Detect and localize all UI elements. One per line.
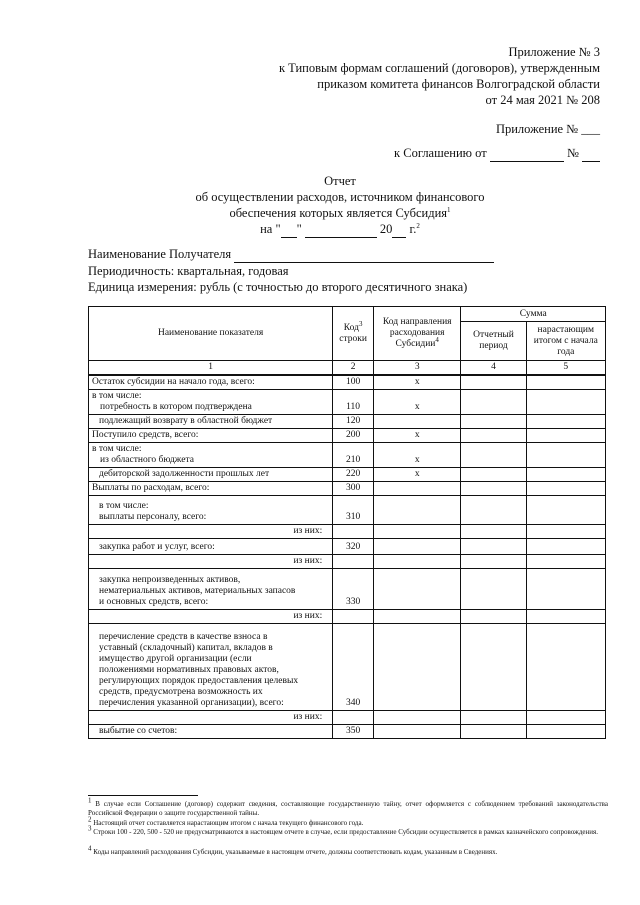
table-row: из них: (89, 525, 606, 539)
table-row: Остаток субсидии на начало года, всего: 100 x (89, 375, 606, 390)
value-cell[interactable] (526, 482, 605, 496)
value-cell[interactable] (461, 725, 526, 739)
value-cell[interactable] (526, 624, 605, 711)
value-cell[interactable] (526, 375, 605, 390)
value-cell[interactable] (461, 468, 526, 482)
table-row: из них: (89, 555, 606, 569)
header-block (240, 44, 600, 108)
report-year-field[interactable] (392, 221, 406, 238)
header-line: к Типовым формам соглашений (договоров), утвержденным (278, 61, 600, 75)
footnote-ref: 1 (447, 205, 451, 214)
value-cell[interactable] (526, 468, 605, 482)
value-cell[interactable] (461, 415, 526, 429)
value-cell[interactable] (461, 624, 526, 711)
report-title (140, 173, 540, 238)
value-cell[interactable] (461, 525, 526, 539)
value-cell[interactable] (526, 390, 605, 415)
value-cell[interactable] (461, 375, 526, 390)
column-number-row: 1 2 3 4 5 (89, 361, 606, 376)
recipient-line: Наименование Получателя (88, 246, 608, 263)
footnote-2: $^2$ Настоящий отчет составляется нарастающим итогом с начала текущего финансового года. (88, 815, 364, 827)
value-cell[interactable] (526, 569, 605, 610)
value-cell[interactable] (526, 725, 605, 739)
value-cell[interactable] (526, 539, 605, 555)
table-row: перечисление средств в качестве взноса в уставный (складочный) капитал, вкладов в имущество другой организации (если положениями нормативных правовых актов, регулирующих порядок предоставления целевых средств, предусмотрена возможность их перечисления указанной организации), всего: 340 (89, 624, 606, 711)
agreement-prefix: к Соглашению от (394, 146, 487, 160)
report-day-field[interactable] (281, 221, 297, 238)
footnote-ref: 2 (416, 221, 420, 230)
table-row: закупка непроизведенных активов, нематериальных активов, материальных запасов и основных средств, всего: 330 (89, 569, 606, 610)
value-cell[interactable] (526, 555, 605, 569)
table-row: из них: (89, 711, 606, 725)
table-row: Поступило средств, всего: 200 x (89, 429, 606, 443)
table-row: выбытие со счетов: 350 (89, 725, 606, 739)
title-line: обеспечения которых является Субсидия$^1$ (229, 205, 451, 220)
table-row: дебиторской задолженности прошлых лет 220 x (89, 468, 606, 482)
header-code: Код$^3$ строки (333, 307, 374, 361)
value-cell[interactable] (461, 429, 526, 443)
value-cell[interactable] (461, 555, 526, 569)
footnote-1: $^1$ В случае если Соглашение (договор) содержит сведения, составляющие государственную тайну, отчет оформляется с соблюдением требований законодательства Российской Федерации о защите государственной тайны. (88, 796, 608, 817)
table-header-row (89, 307, 606, 322)
value-cell[interactable] (461, 443, 526, 468)
header-line: от 24 мая 2021 № 208 (485, 93, 600, 107)
footnote-divider (88, 795, 198, 796)
header-direction: Код направления расходования Субсидии$^4$ (373, 307, 461, 361)
report-table (88, 306, 606, 739)
value-cell[interactable] (526, 415, 605, 429)
table-row: в том числе: из областного бюджета 210 x (89, 443, 606, 468)
title-date-line: на " " 20 г.$^2$ (260, 221, 420, 236)
value-cell[interactable] (526, 711, 605, 725)
footnote-3: $^3$ Строки 100 - 220, 500 - 520 не предусматриваются в настоящем отчете в случае, если предоставление Субсидии осуществляется в рамках казначейского сопровождения. (88, 824, 598, 836)
table-row: в том числе: потребность в котором подтверждена 110 x (89, 390, 606, 415)
agreement-date-field[interactable] (490, 145, 564, 162)
table-row: Выплаты по расходам, всего: 300 (89, 482, 606, 496)
header-period: Отчетный период (461, 322, 526, 361)
value-cell[interactable] (526, 496, 605, 525)
agreement-number-field[interactable] (582, 145, 600, 162)
agreement-number-label: № (566, 146, 579, 160)
recipient-field[interactable] (234, 246, 494, 263)
header-line: приказом комитета финансов Волгоградской области (317, 77, 600, 91)
appendix-label: Приложение № ___ (495, 122, 600, 136)
value-cell[interactable] (461, 569, 526, 610)
header-line: Приложение № 3 (508, 45, 600, 59)
value-cell[interactable] (461, 390, 526, 415)
value-cell[interactable] (526, 610, 605, 624)
unit: Единица измерения: рубль (с точностью до второго десятичного знака) (88, 280, 468, 294)
title-line: Отчет (324, 174, 356, 188)
table-row: из них: (89, 610, 606, 624)
agreement-line (300, 145, 600, 162)
table-row: подлежащий возврату в областной бюджет 120 (89, 415, 606, 429)
periodicity: Периодичность: квартальная, годовая (88, 264, 289, 278)
value-cell[interactable] (461, 482, 526, 496)
value-cell[interactable] (461, 610, 526, 624)
value-cell[interactable] (526, 443, 605, 468)
value-cell[interactable] (461, 539, 526, 555)
footnote-4: $^4$ Коды направлений расходования Субсидии, указываемые в настоящем отчете, должны соответствовать кодам, указанным в Сведениях. (88, 844, 498, 856)
table-row: закупка работ и услуг, всего: 320 (89, 539, 606, 555)
header-sum: Сумма (461, 307, 606, 322)
value-cell[interactable] (461, 711, 526, 725)
value-cell[interactable] (526, 525, 605, 539)
title-line: об осуществлении расходов, источником финансового (195, 190, 485, 204)
value-cell[interactable] (461, 496, 526, 525)
header-cumulative: нарастающим итогом с начала года (526, 322, 605, 361)
header-name: Наименование показателя (89, 307, 333, 361)
table-row: в том числе: выплаты персоналу, всего: 310 (89, 496, 606, 525)
report-month-field[interactable] (305, 221, 377, 238)
report-meta (88, 246, 608, 295)
value-cell[interactable] (526, 429, 605, 443)
